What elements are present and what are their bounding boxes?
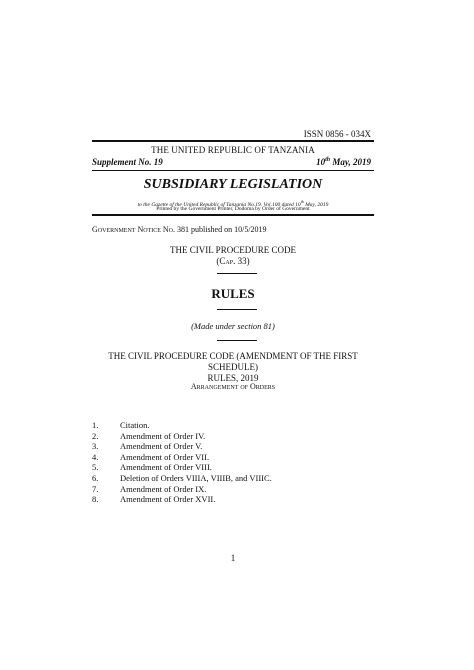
order-number: 6.	[92, 472, 99, 483]
order-number: 3.	[92, 441, 99, 452]
order-number: 2.	[92, 430, 99, 441]
list-item	[92, 494, 374, 505]
list-item	[92, 441, 374, 452]
divider-3	[217, 340, 257, 341]
order-text: Citation.	[120, 420, 150, 430]
code-title: THE CIVIL PROCEDURE CODE	[170, 245, 296, 255]
gazette-date: 10th May, 2019	[316, 157, 371, 167]
made-under-section: (Made under section 81)	[191, 321, 275, 331]
list-item	[92, 431, 374, 442]
order-text: Amendment of Order VII.	[120, 451, 210, 462]
gazette-reference: to the Gazette of the United Republic of Tanzania No.19. Vol.100 dated 10th May, 2019	[137, 199, 329, 208]
subsidiary-legislation-title: SUBSIDIARY LEGISLATION	[143, 177, 323, 192]
list-item	[92, 462, 374, 473]
orders-list	[92, 420, 374, 505]
order-text: Deletion of Orders VIIIA, VIIIB, and VIIIC.	[120, 472, 272, 483]
printer-line: Printed by the Government Printer, Dodoma by Order of Government	[156, 206, 310, 212]
order-text: Amendment of Order IX.	[120, 483, 207, 494]
list-item	[92, 420, 374, 431]
list-item	[92, 452, 374, 463]
order-number: 1.	[92, 420, 99, 430]
order-text: Amendment of Order V.	[120, 441, 203, 452]
order-number: 7.	[92, 483, 99, 494]
republic-heading: THE UNITED REPUBLIC OF TANZANIA	[151, 145, 315, 155]
order-text: Amendment of Order XVII.	[120, 494, 216, 505]
divider-1	[217, 273, 257, 274]
order-number: 8.	[92, 494, 99, 505]
order-number: 4.	[92, 451, 99, 462]
order-text: Amendment of Order IV.	[120, 430, 206, 441]
arrangement-heading: Arrangement of Orders	[190, 382, 276, 391]
issn: ISSN 0856 - 034X	[303, 129, 371, 139]
chapter-reference: (Cap. 33)	[216, 256, 250, 266]
divider-2	[217, 309, 257, 310]
header-rule-top	[92, 140, 374, 142]
page-number: 1	[230, 553, 236, 563]
supplement-number: Supplement No. 19	[92, 157, 163, 167]
government-notice: Government Notice No. 381 published on 10/5/2019	[92, 225, 267, 234]
order-number: 5.	[92, 462, 99, 473]
rules-heading: RULES	[211, 286, 255, 301]
order-text: Amendment of Order VIII.	[120, 462, 212, 473]
header-rule-bottom	[92, 214, 374, 216]
header-rule-mid	[92, 170, 374, 171]
list-item	[92, 484, 374, 495]
list-item	[92, 473, 374, 484]
amendment-title: THE CIVIL PROCEDURE CODE (AMENDMENT OF THE FIRST SCHEDULE) RULES, 2019	[108, 351, 358, 383]
